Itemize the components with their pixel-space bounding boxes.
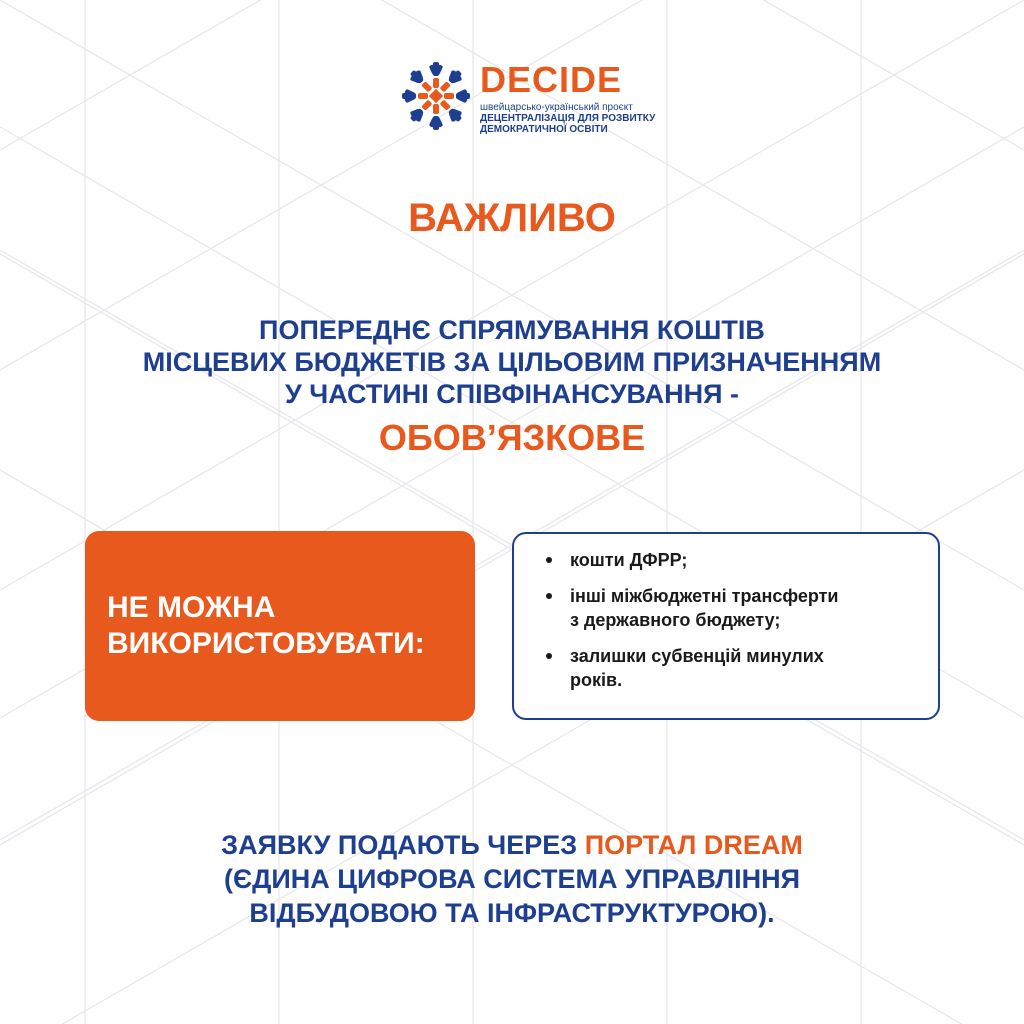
decide-snowflake-logo-icon — [398, 58, 474, 134]
page-heading: ВАЖЛИВО — [408, 196, 616, 240]
portal-name: ПОРТАЛ DREAM — [584, 830, 803, 860]
main-statement — [60, 314, 964, 460]
decide-logo — [398, 58, 656, 138]
restriction-list — [514, 534, 938, 692]
logo-tagline: ДЕМОКРАТИЧНОЇ ОСВІТИ — [480, 124, 608, 135]
restriction-list-box — [512, 532, 940, 720]
logo-tagline: ДЕЦЕНТРАЛІЗАЦІЯ ДЛЯ РОЗВИТКУ — [480, 113, 656, 124]
list-item: залишки субвенцій минулих років. — [570, 644, 918, 692]
statement-line: МІСЦЕВИХ БЮДЖЕТІВ ЗА ЦІЛЬОВИМ ПРИЗНАЧЕННЯМ — [142, 347, 882, 377]
footer-line: (ЄДИНА ЦИФРОВА СИСТЕМА УПРАВЛІННЯ — [223, 864, 801, 894]
footer-line: ВІДБУДОВОЮ ТА ІНФРАСТРУКТУРОЮ). — [249, 898, 775, 928]
restriction-label-line: НЕ МОЖНА — [107, 591, 276, 624]
restriction-label-line: ВИКОРИСТОВУВАТИ: — [107, 627, 425, 660]
logo-tagline: швейцарсько-український проєкт — [480, 102, 633, 113]
footer-line: ЗАЯВКУ ПОДАЮТЬ ЧЕРЕЗ ПОРТАЛ DREAM — [221, 830, 803, 860]
restriction-label — [107, 590, 425, 662]
statement-accent: ОБОВ’ЯЗКОВЕ — [378, 417, 646, 458]
statement-line: У ЧАСТИНІ СПІВФІНАНСУВАННЯ - — [284, 379, 740, 409]
logo-wordmark: DECIDE — [480, 59, 623, 100]
restriction-label-box — [85, 531, 475, 721]
list-item: інші міжбюджетні трансферти з державного бюджету; — [570, 584, 918, 632]
statement-line: ПОПЕРЕДНЄ СПРЯМУВАННЯ КОШТІВ — [259, 315, 765, 345]
footer-note — [60, 828, 964, 930]
list-item: кошти ДФРР; — [570, 548, 918, 572]
